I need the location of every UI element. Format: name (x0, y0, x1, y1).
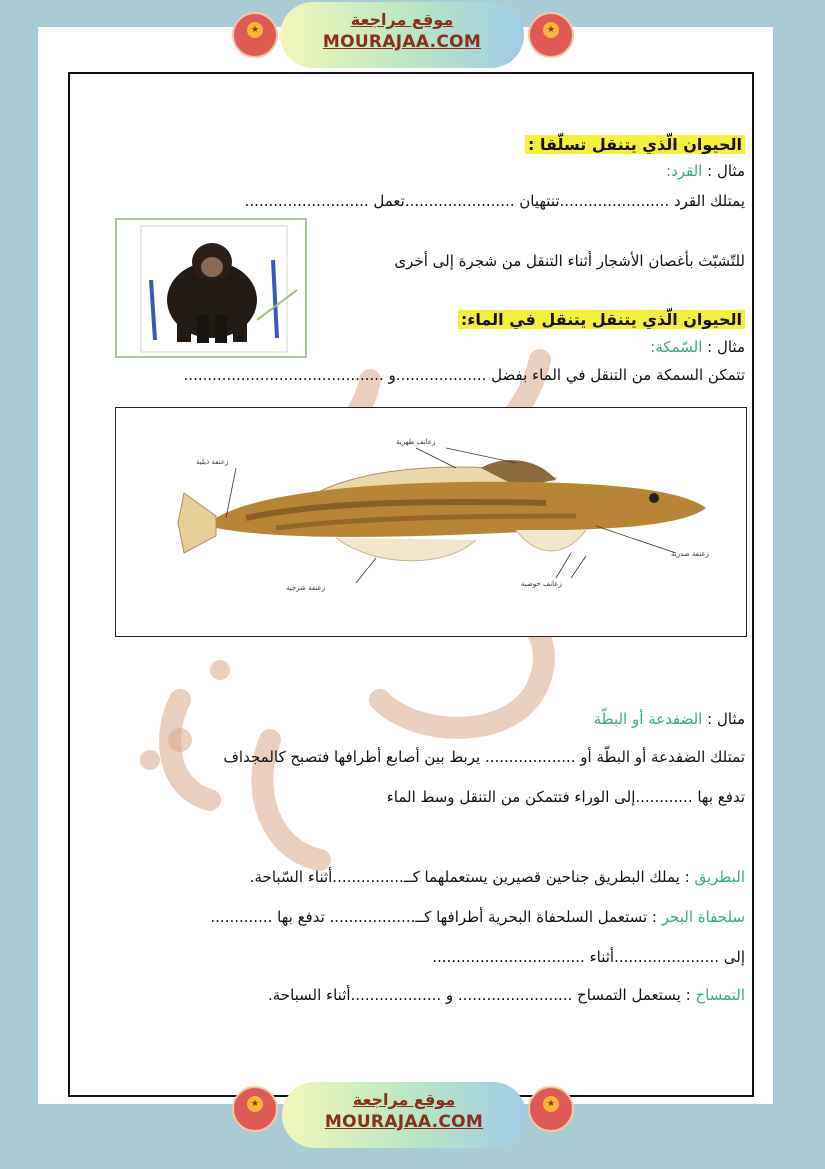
example-label: مثال : (707, 162, 745, 180)
turtle-line-1: سلحفاة البحر : تستعمل السلحفاة البحرية أطرافها كــ.................. تدفع بها ............. (210, 908, 745, 926)
example-label: مثال : (707, 338, 745, 356)
label-dorsal-fins: زعانف ظهرية (396, 438, 436, 446)
site-logo-left (232, 12, 278, 58)
site-logo-left-footer (232, 1086, 278, 1132)
crocodile-line: التمساح : يستعمل التمساح ........................ و ...................أثناء السباحة. (267, 986, 745, 1004)
site-logo-right-footer (528, 1086, 574, 1132)
frog-fill-line-1: تمتلك الضفدعة أو البطّة أو ................... يربط بين أصابع أطرافها فتصبح كالمجداف (223, 748, 745, 766)
turtle-label: سلحفاة البحر (661, 908, 745, 926)
label-pectoral-fin: زعنفة صدرية (671, 550, 709, 558)
section-climbing-heading: الحيوان الّذي يتنقل تسلّقا : (525, 135, 745, 154)
site-banner-top[interactable] (280, 2, 524, 68)
fish-fill-line: تتمكن السمكة من التنقل في الماء بفضل ...................و .......................................... (183, 366, 745, 384)
frog-duck-example (594, 710, 745, 728)
site-name-en: MOURAJAA.COM (324, 1112, 484, 1132)
chimpanzee-image (115, 218, 307, 358)
monkey-fill-line-1: يمتلك القرد .......................تنتهيان .......................تعمل .......................... (244, 192, 745, 210)
example-name: الضفدعة أو البطّة (593, 710, 703, 728)
site-name-en: MOURAJAA.COM (322, 32, 482, 52)
label-anal-fin: زعنفة شرجية (286, 584, 326, 592)
site-banner-bottom[interactable] (282, 1082, 526, 1148)
fish-example (650, 338, 745, 356)
example-name: القرد: (666, 162, 703, 180)
label-tail-fin: زعنفة ذيلية (196, 458, 229, 466)
site-name-ar: موقع مراجعة (352, 1090, 456, 1109)
logo-icon: ★ (543, 22, 559, 38)
fish-diagram (115, 407, 747, 637)
example-label: مثال : (707, 710, 745, 728)
penguin-line: البطريق : يملك البطريق جناحين قصيرين يستعملهما كــ...............أثناء السّباحة. (249, 868, 745, 886)
chimpanzee-illustration (117, 220, 305, 356)
section-water-heading: الحيوان الّذي يتنقل يتنقل في الماء: (458, 310, 745, 329)
turtle-line-2: إلى ......................أثناء ................................ (432, 948, 745, 966)
logo-icon: ★ (543, 1096, 559, 1112)
example-name: السّمكة: (650, 338, 703, 356)
logo-icon: ★ (247, 22, 263, 38)
crocodile-label: التمساح (695, 986, 745, 1004)
monkey-fill-line-2: للتّشبّث بأغصان الأشجار أثناء التنقل من شجرة إلى أخرى (394, 252, 745, 270)
site-logo-right (528, 12, 574, 58)
frog-fill-line-2: تدفع بها ............إلى الوراء فتتمكن من التنقل وسط الماء (386, 788, 745, 806)
label-pelvic-fins: زعانف حوضية (521, 580, 562, 588)
site-name-ar: موقع مراجعة (350, 10, 454, 29)
penguin-label: البطريق (694, 868, 745, 886)
logo-icon: ★ (247, 1096, 263, 1112)
monkey-example (666, 162, 745, 180)
